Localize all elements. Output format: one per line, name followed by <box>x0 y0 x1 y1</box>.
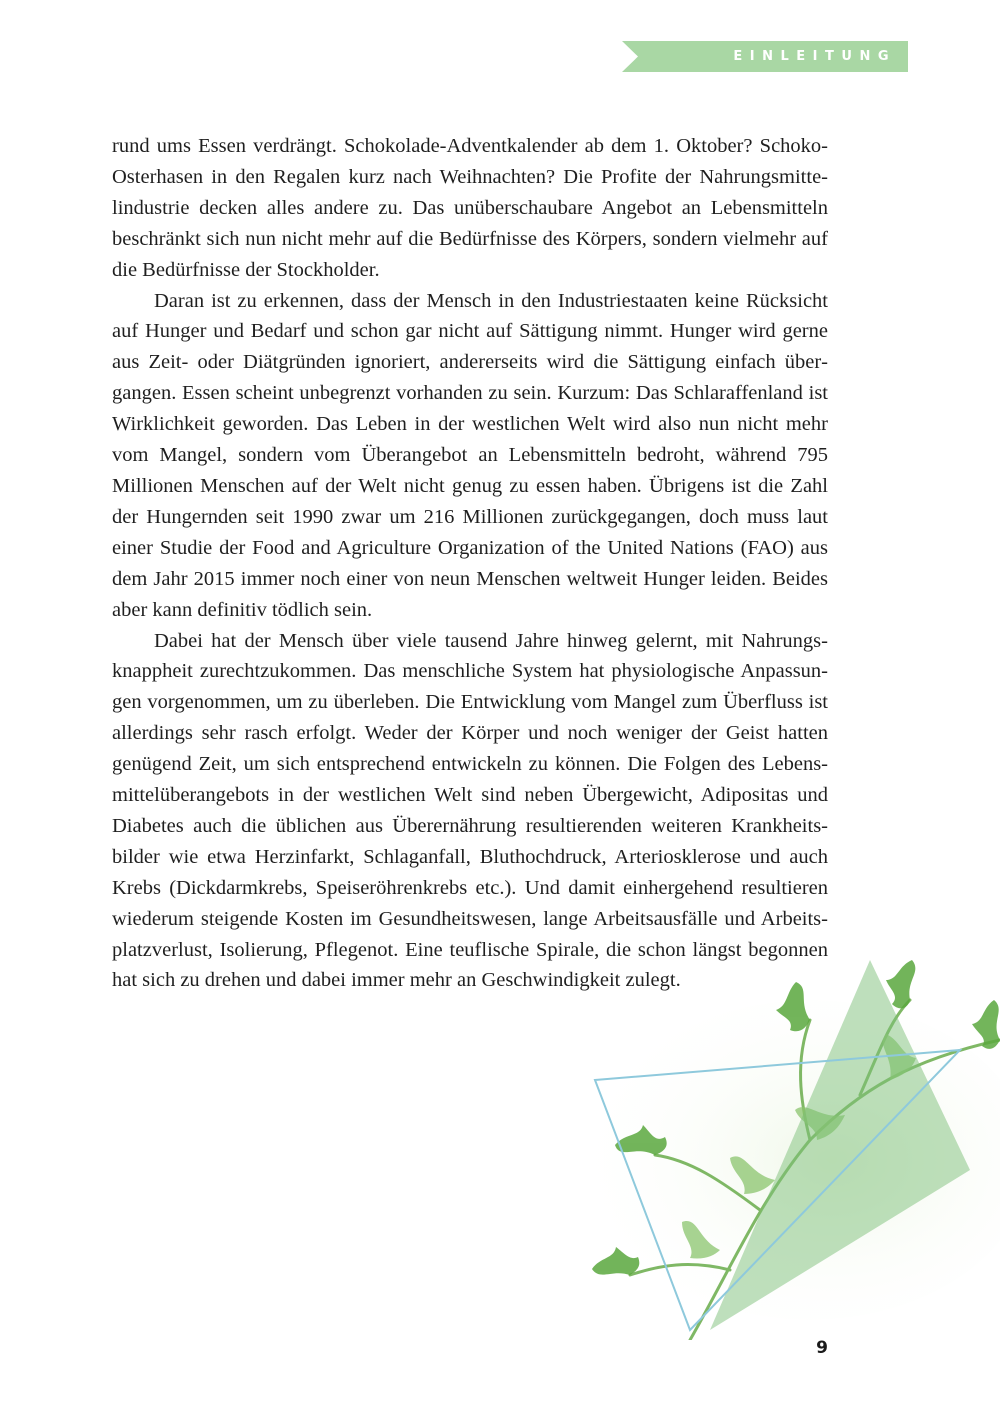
section-header-tab <box>622 41 908 72</box>
body-text <box>112 131 828 996</box>
paragraph-2: Daran ist zu erkennen, dass der Mensch in den Industriestaaten keine Rücksicht auf Hunger und Bedarf und schon gar nicht auf Sättigung nimmt. Hunger wird gerne aus Zeit- oder Diätgründen ignoriert, andererseits wird die Sättigung einfach übergangen. Essen scheint unbegrenzt vorhanden zu sein. Kurzum: Das Schlaraffenland ist Wirklichkeit geworden. Das Leben in der westlichen Welt wird also nun nicht mehr vom Mangel, sondern vom Überangebot an Lebensmitteln bedroht, während 795 Millionen Menschen auf der Welt nicht genug zu essen haben. Übrigens ist die Zahl der Hungernden seit 1990 zwar um 216 Millionen zurückgegangen, doch muss laut einer Studie der Food and Agriculture Organization of the United Nations (FAO) aus dem Jahr 2015 immer noch einer von neun Menschen weltweit Hunger leiden. Beides aber kann definitiv tödlich sein. <box>112 289 828 621</box>
paragraph-1: rund ums Essen verdrängt. Schokolade-Adventkalender ab dem 1. Oktober? Schoko-Osterhasen in den Regalen kurz nach Weihnachten? Die Profite der Nahrungsmittelindustrie decken alles andere zu. Das unüberschaubare Angebot an Lebensmitteln beschränkt sich nun nicht mehr auf die Bedürfnisse des Körpers, sondern vielmehr auf die Bedürfnisse der Stockholder. <box>112 135 828 281</box>
paragraph-3: Dabei hat der Mensch über viele tausend Jahre hinweg gelernt, mit Nahrungsknappheit zurechtzukommen. Das menschliche System hat physiologische Anpassungen vorgenommen, um zu überleben. Die Entwicklung vom Mangel zum Überfluss ist allerdings sehr rasch erfolgt. Weder der Körper und noch weniger der Geist hatten genügend Zeit, um sich entsprechend entwickeln zu können. Die Folgen des Lebensmittelüberangebots in der westlichen Welt sind neben Übergewicht, Adipositas und Diabetes auch die üblichen aus Überernährung resultierenden weiteren Krankheitsbilder wie etwa Herzinfarkt, Schlaganfall, Bluthochdruck, Arteriosklerose und auch Krebs (Dickdarmkrebs, Speiseröhrenkrebs etc.). Und damit einhergehend resultieren wiederum steigende Kosten im Gesundheitswesen, lange Arbeitsausfälle und Arbeitsplatzverlust, Isolierung, Pflegenot. Eine teuflische Spirale, die schon längst begonnen hat sich zu drehen und dabei immer mehr an Geschwindigkeit zulegt. <box>112 629 828 992</box>
parsley-leaves-illustration <box>560 940 1000 1340</box>
page-number: 9 <box>816 1338 828 1358</box>
section-label: EINLEITUNG <box>733 49 896 64</box>
